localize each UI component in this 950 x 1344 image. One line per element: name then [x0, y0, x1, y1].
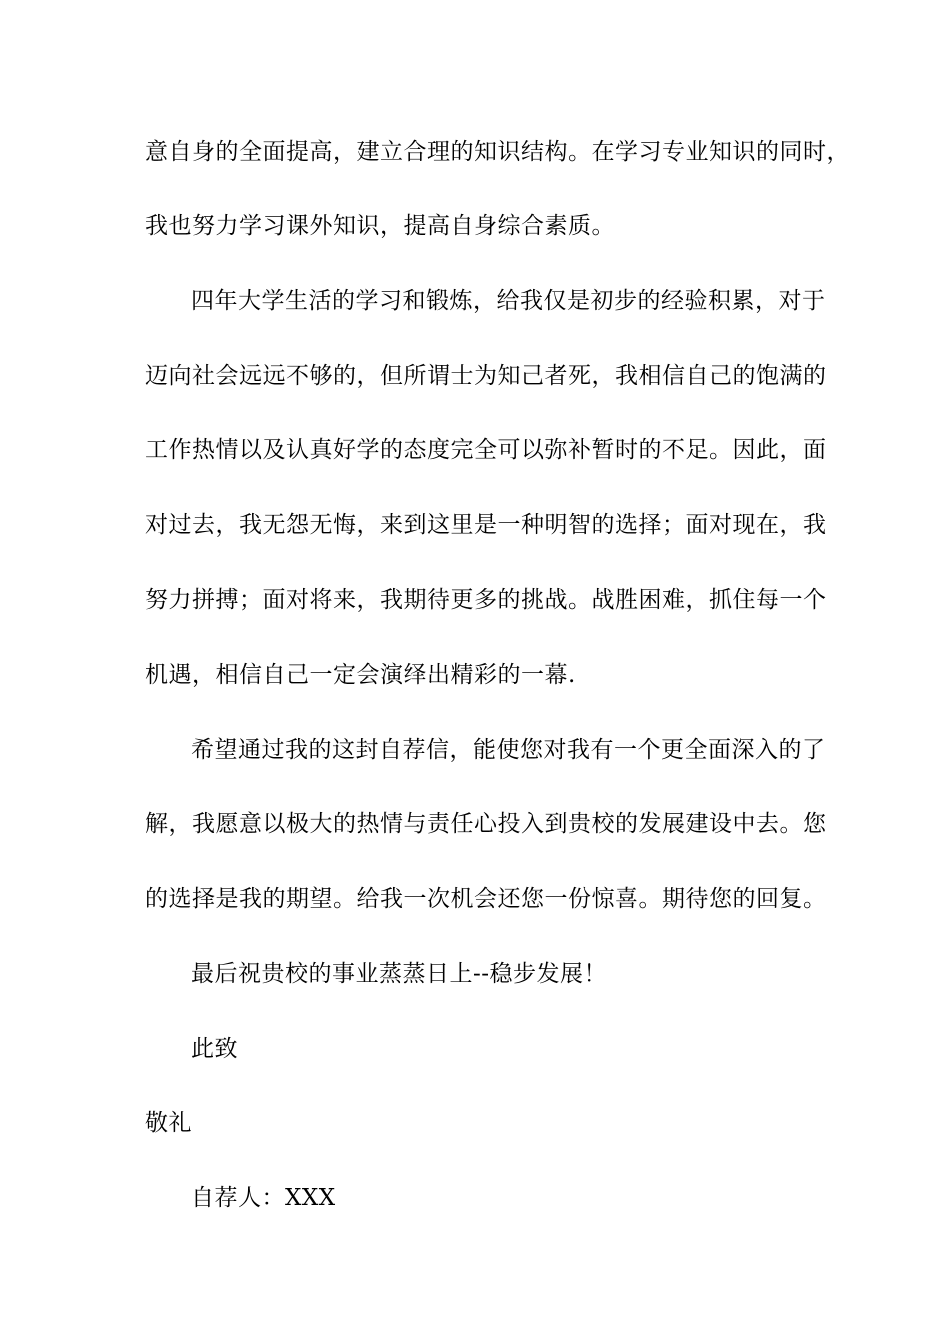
- paragraph-line: 对过去，我无怨无悔，来到这里是一种明智的选择；面对现在，我: [145, 512, 827, 538]
- salutation-cizhi: 此致: [191, 1036, 238, 1062]
- paragraph-line: 我也努力学习课外知识，提高自身综合素质。: [145, 213, 615, 239]
- paragraph-line: 机遇，相信自己一定会演绎出精彩的一幕.: [145, 662, 576, 688]
- signature-line: 自荐人：XXX: [191, 1185, 336, 1211]
- paragraph-line: 工作热情以及认真好学的态度完全可以弥补暂时的不足。因此，面: [145, 437, 827, 463]
- paragraph-line: 解，我愿意以极大的热情与责任心投入到贵校的发展建设中去。您: [145, 811, 827, 837]
- paragraph-line: 四年大学生活的学习和锻炼，给我仅是初步的经验积累，对于: [191, 288, 826, 314]
- salutation-jingli: 敬礼: [145, 1110, 192, 1136]
- paragraph-line: 迈向社会远远不够的，但所谓士为知己者死，我相信自己的饱满的: [145, 363, 827, 389]
- paragraph-line: 希望通过我的这封自荐信，能使您对我有一个更全面深入的了: [191, 737, 826, 763]
- paragraph-line: 意自身的全面提高，建立合理的知识结构。在学习专业知识的同时，: [145, 139, 850, 165]
- closing-wish: 最后祝贵校的事业蒸蒸日上--稳步发展！: [191, 961, 608, 987]
- paragraph-line: 努力拼搏；面对将来，我期待更多的挑战。战胜困难，抓住每一个: [145, 587, 827, 613]
- paragraph-line: 的选择是我的期望。给我一次机会还您一份惊喜。期待您的回复。: [145, 886, 827, 912]
